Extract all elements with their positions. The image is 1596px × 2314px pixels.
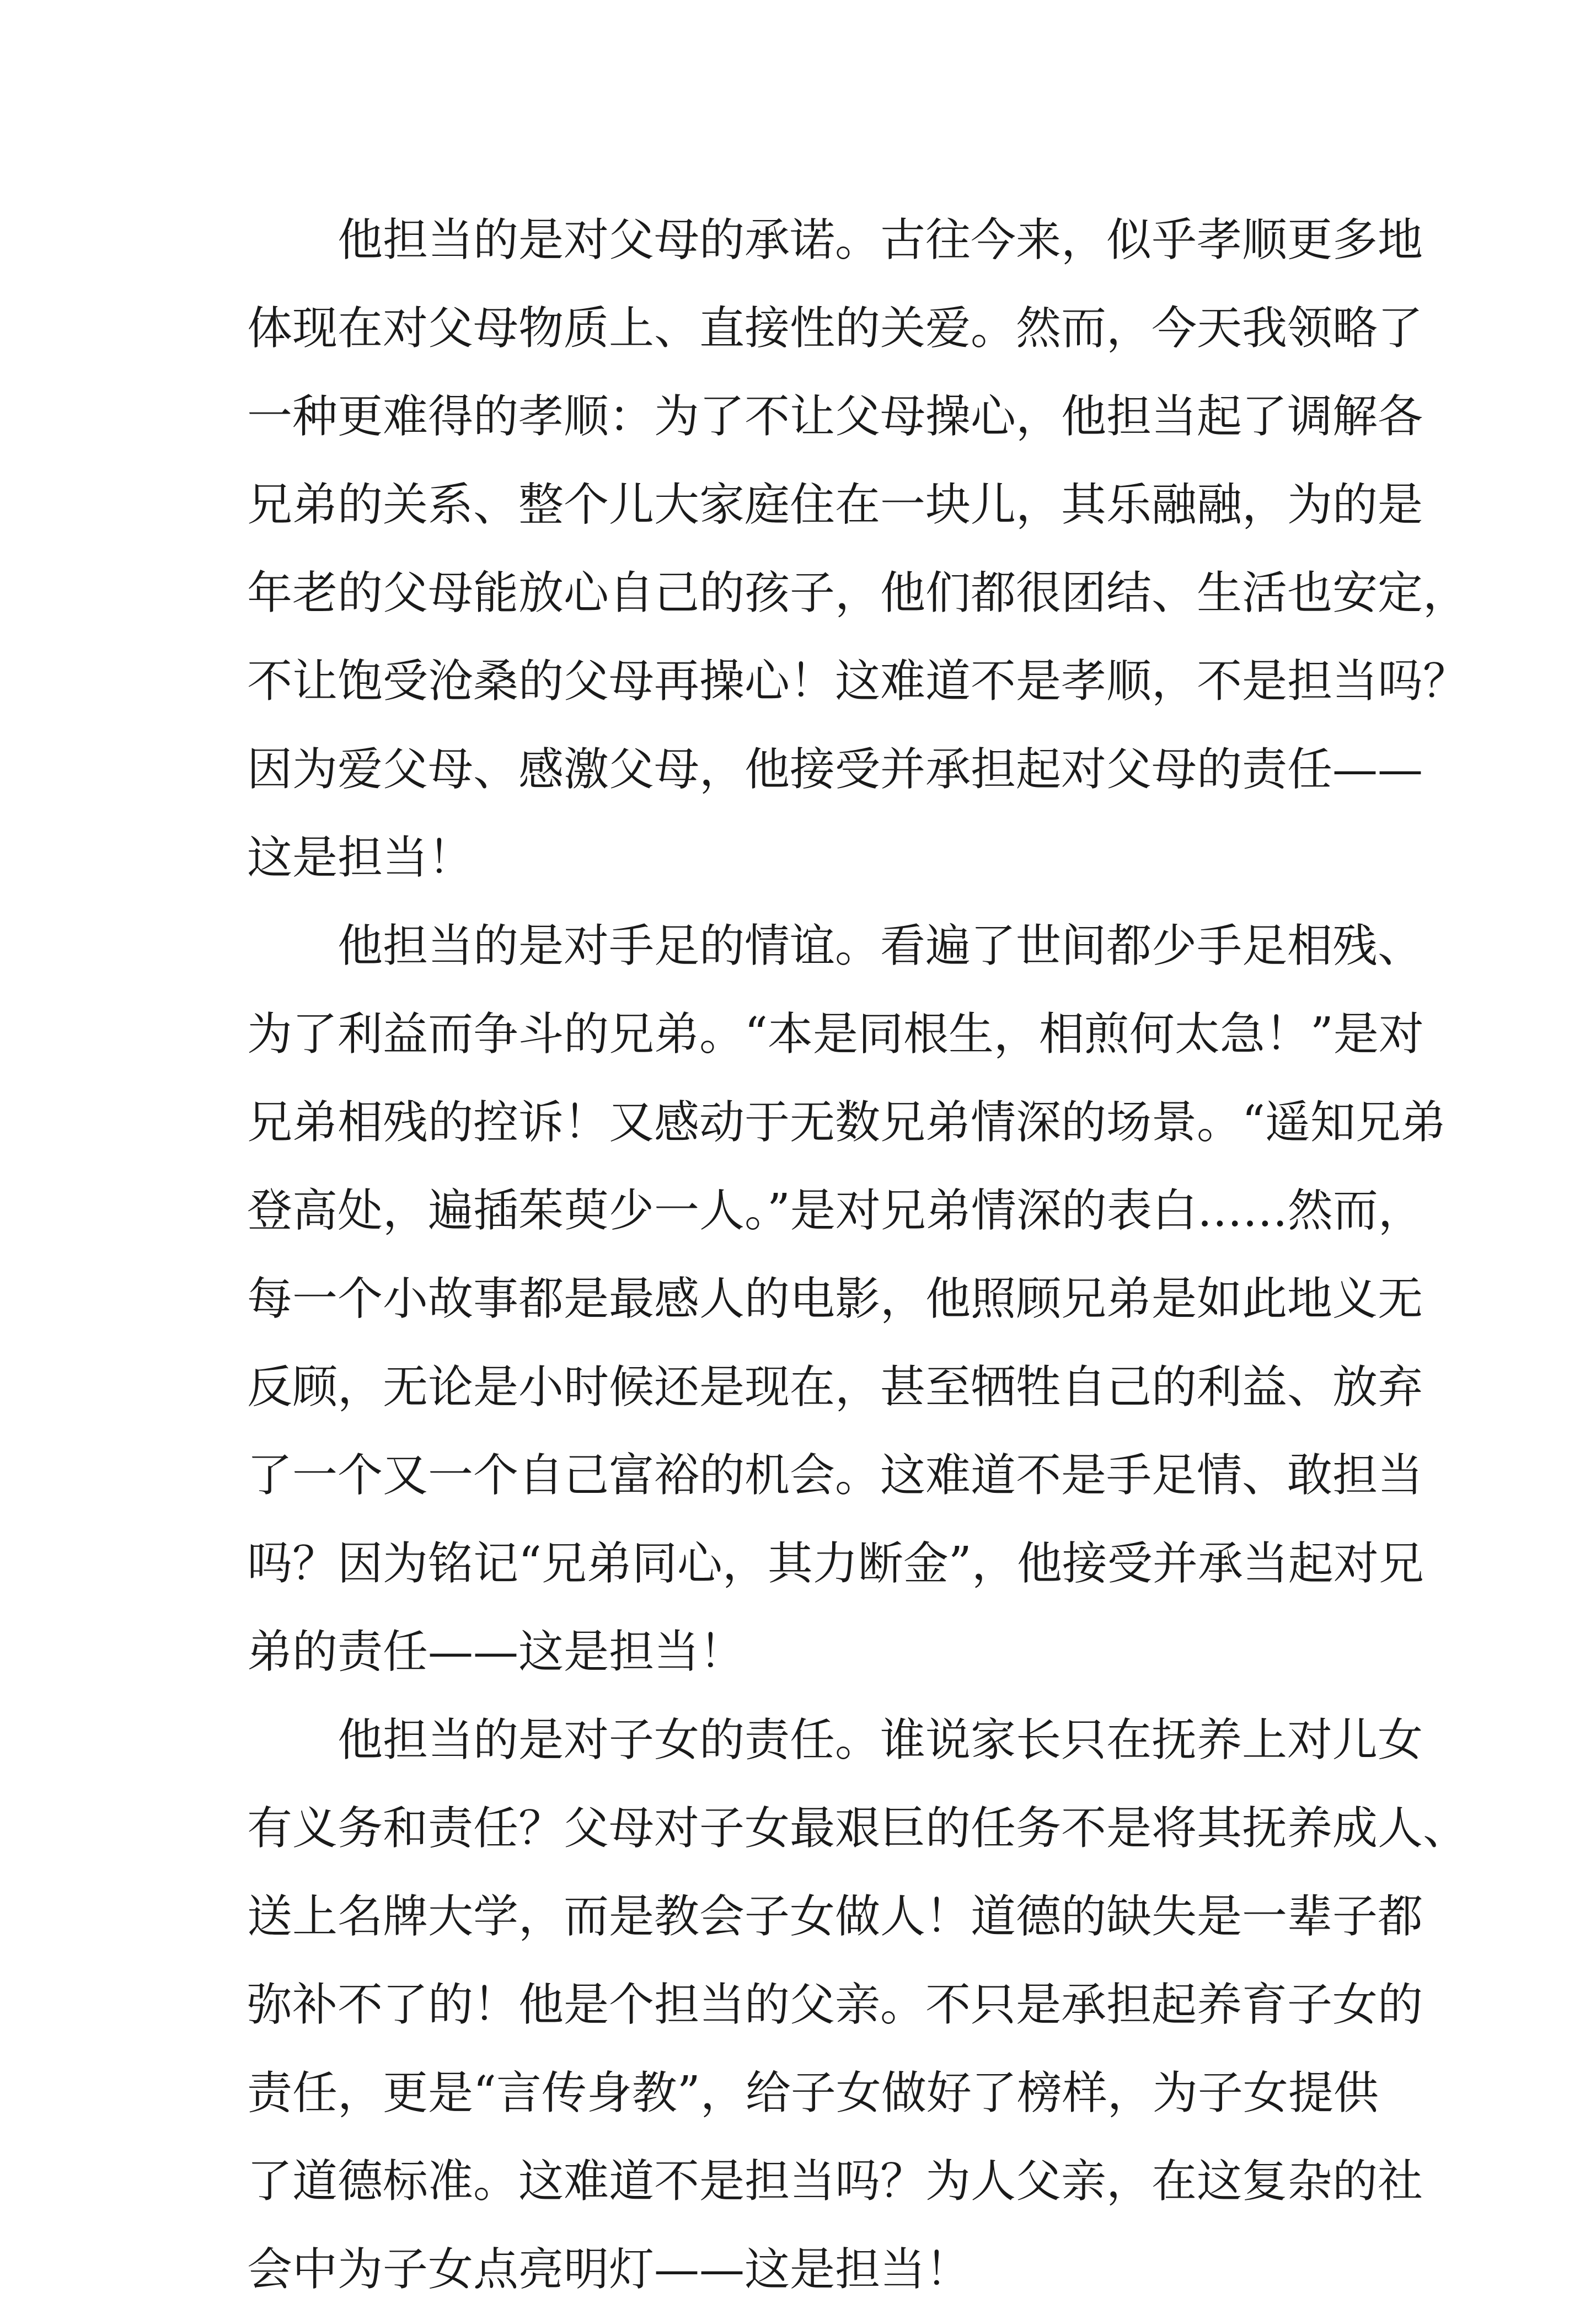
paragraph-parenting [247,1696,1469,2314]
paragraph-brotherhood [247,902,1446,1696]
text-line: 他担当的是对子女的责任。谁说家长只在抚养上对儿女 [338,1714,1423,1766]
text-line: 他担当的是对手足的情谊。看遍了世间都少手足相残、 [338,920,1423,972]
text-line: 为了利益而争斗的兄弟。“本是同根生，相煎何太急！”是对 [247,1008,1424,1060]
text-line: 责任，更是“言传身教”，给子女做好了榜样，为子女提供 [247,2067,1379,2119]
text-line: 弥补不了的！他是个担当的父亲。不只是承担起养育子女的 [247,1979,1423,2031]
text-line: 吗？因为铭记“兄弟同心，其力断金”，他接受并承当起对兄 [247,1538,1424,1590]
text-line: 不让饱受沧桑的父母再操心！这难道不是孝顺，不是担当吗？ [247,655,1469,708]
text-line: 体现在对父母物质上、直接性的关爱。然而，今天我领略了 [247,302,1423,355]
text-line: 兄弟相残的控诉！又感动于无数兄弟情深的场景。“遥知兄弟 [247,1096,1446,1149]
text-line: 送上名牌大学，而是教会子女做人！道德的缺失是一辈子都 [247,1890,1423,1943]
text-line: 年老的父母能放心自己的孩子，他们都很团结、生活也安定， [247,567,1469,619]
text-line: 登高处，遍插茱萸少一人。”是对兄弟情深的表白……然而， [247,1185,1423,1237]
text-line: 弟的责任——这是担当！ [247,1626,745,1678]
paragraph-filial-duty [247,196,1469,902]
text-line: 有义务和责任？父母对子女最艰巨的任务不是将其抚养成人、 [247,1802,1469,1855]
text-line: 他担当的是对父母的承诺。古往今来，似乎孝顺更多地 [338,214,1423,266]
text-line: 因为爱父母、感激父母，他接受并承担起对父母的责任—— [247,743,1423,796]
text-line: 了道德标准。这难道不是担当吗？为人父亲，在这复杂的社 [247,2155,1423,2208]
text-line: 每一个小故事都是最感人的电影，他照顾兄弟是如此地义无 [247,1273,1423,1325]
text-line: 反顾，无论是小时候还是现在，甚至牺牲自己的利益、放弃 [247,1361,1423,1413]
text-line: 这是担当！ [247,832,474,884]
essay-body [247,196,1469,2314]
text-line: 会中为子女点亮明灯——这是担当！ [247,2243,971,2296]
text-line: 了一个又一个自己富裕的机会。这难道不是手足情、敢担当 [247,1449,1423,1502]
text-line: 兄弟的关系、整个儿大家庭住在一块儿，其乐融融，为的是 [247,479,1423,531]
text-line: 一种更难得的孝顺：为了不让父母操心，他担当起了调解各 [247,390,1423,443]
